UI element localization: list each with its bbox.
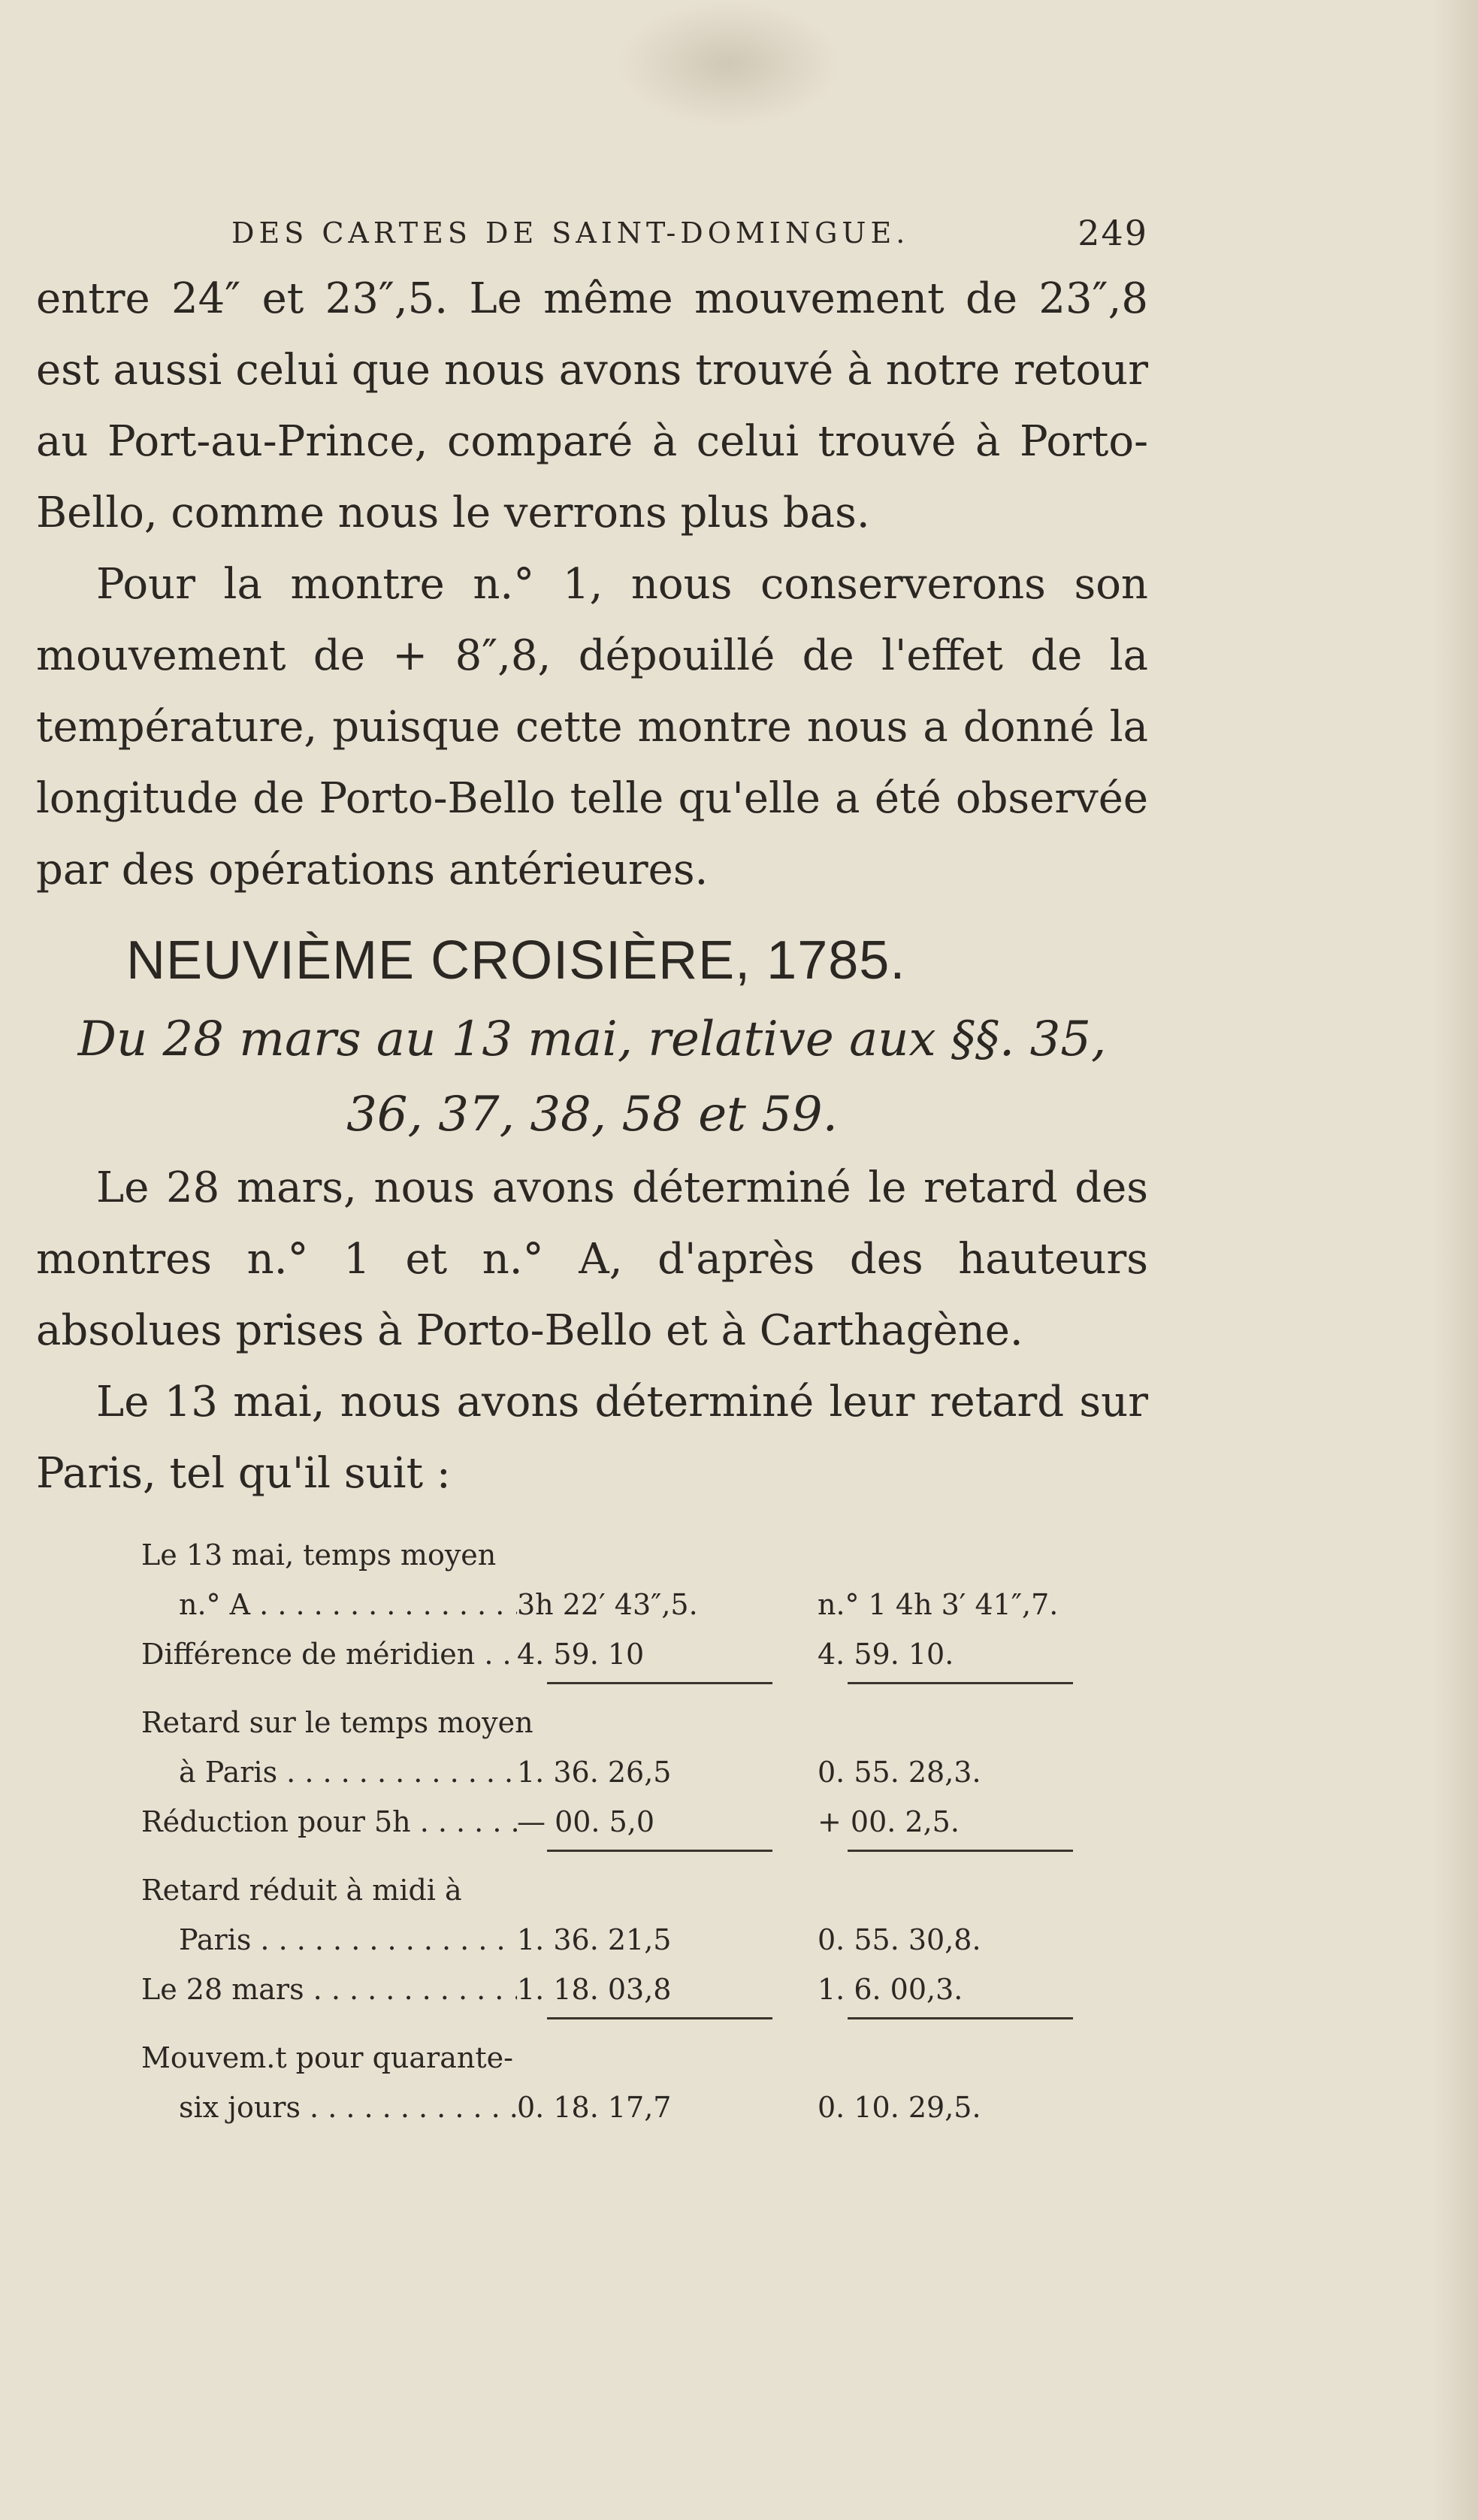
page-number: 249 xyxy=(1078,213,1148,253)
table-row xyxy=(141,1915,1073,1965)
table-label: à Paris . . . xyxy=(141,1747,517,1797)
table-row xyxy=(141,2083,1073,2132)
paragraph-4: Le 13 mai, nous avons déterminé leur retard sur Paris, tel qu'il suit : xyxy=(36,1378,1148,1498)
table-label: Différence de méridien . . . xyxy=(141,1629,517,1679)
table-row xyxy=(141,2033,1073,2083)
table-value: 1. 36. 21,5 xyxy=(517,1923,672,1956)
table-value: + 00. 2,5. xyxy=(818,1805,960,1838)
retard-table xyxy=(141,1530,1073,2132)
paragraph-2: Pour la montre n.° 1, nous conserverons son mouvement de + 8″,8, dépouillé de l'effet de la température, puisque cette montre nous a donné la longitude de Porto-Bello telle qu'elle a été observée par des opérations antérieures. xyxy=(36,560,1148,894)
table-row xyxy=(141,1580,1073,1629)
table-rule xyxy=(141,1850,1073,1852)
table-rule xyxy=(141,2017,1073,2019)
running-head-title: DES CARTES DE SAINT-DOMINGUE. xyxy=(231,216,910,250)
table-rule xyxy=(141,1682,1073,1684)
table-row xyxy=(141,1698,1073,1747)
table-value: 0. 10. 29,5. xyxy=(818,2091,981,2124)
table-label: n.° A . . . xyxy=(141,1580,517,1629)
table-label: Paris . . . xyxy=(141,1915,517,1965)
table-row xyxy=(141,1629,1073,1679)
table-label: Le 13 mai, temps moyen xyxy=(141,1538,497,1572)
section-heading: NEUVIÈME CROISIÈRE, 1785. xyxy=(126,930,906,991)
table-value: 1. 18. 03,8 xyxy=(517,1973,672,2006)
table-row xyxy=(141,1530,1073,1580)
table-label: Retard sur le temps moyen xyxy=(141,1706,533,1739)
table-value: 0. 18. 17,7 xyxy=(517,2091,672,2124)
table-label: Retard réduit à midi à xyxy=(141,1874,462,1907)
paper-stain xyxy=(616,0,842,128)
table-value: — 00. 5,0 xyxy=(517,1805,655,1838)
section-subheading-line-1: Du 28 mars au 13 mai, relative aux §§. 35, xyxy=(77,1012,1107,1067)
table-row xyxy=(141,1747,1073,1797)
paragraph-3: Le 28 mars, nous avons déterminé le retard des montres n.° 1 et n.° A, d'après des hauteurs absolues prises à Porto-Bello et à Carthagène. xyxy=(36,1163,1148,1355)
table-label: Réduction pour 5h . . . xyxy=(141,1797,517,1847)
running-head xyxy=(231,203,1148,263)
table-value: 0. 55. 30,8. xyxy=(818,1923,981,1956)
table-value: 1. 36. 26,5 xyxy=(517,1756,672,1789)
section-subheading-line-2: 36, 37, 38, 58 et 59. xyxy=(346,1087,838,1142)
table-label: six jours . . . xyxy=(141,2083,517,2132)
table-value: 3h 22′ 43″,5. xyxy=(517,1588,698,1621)
table-value: 0. 55. 28,3. xyxy=(818,1756,981,1789)
table-row xyxy=(141,1965,1073,2014)
table-row xyxy=(141,1797,1073,1847)
table-value: 4. 59. 10. xyxy=(818,1638,954,1671)
paragraph-1: entre 24″ et 23″,5. Le même mouvement de 23″,8 est aussi celui que nous avons trouvé à notre retour au Port-au-Prince, comparé à celui trouvé à Porto-Bello, comme nous le verrons plus bas. xyxy=(36,274,1148,537)
table-value: 1. 6. 00,3. xyxy=(818,1973,963,2006)
table-value: n.° 1 4h 3′ 41″,7. xyxy=(818,1588,1059,1621)
table-label: Mouvem.t pour quarante- xyxy=(141,2041,513,2074)
table-value: 4. 59. 10 xyxy=(517,1638,645,1671)
table-row xyxy=(141,1865,1073,1915)
book-page xyxy=(36,203,1148,2132)
table-label: Le 28 mars . . . xyxy=(141,1965,517,2014)
page-edge-shadow xyxy=(1433,0,1478,2520)
